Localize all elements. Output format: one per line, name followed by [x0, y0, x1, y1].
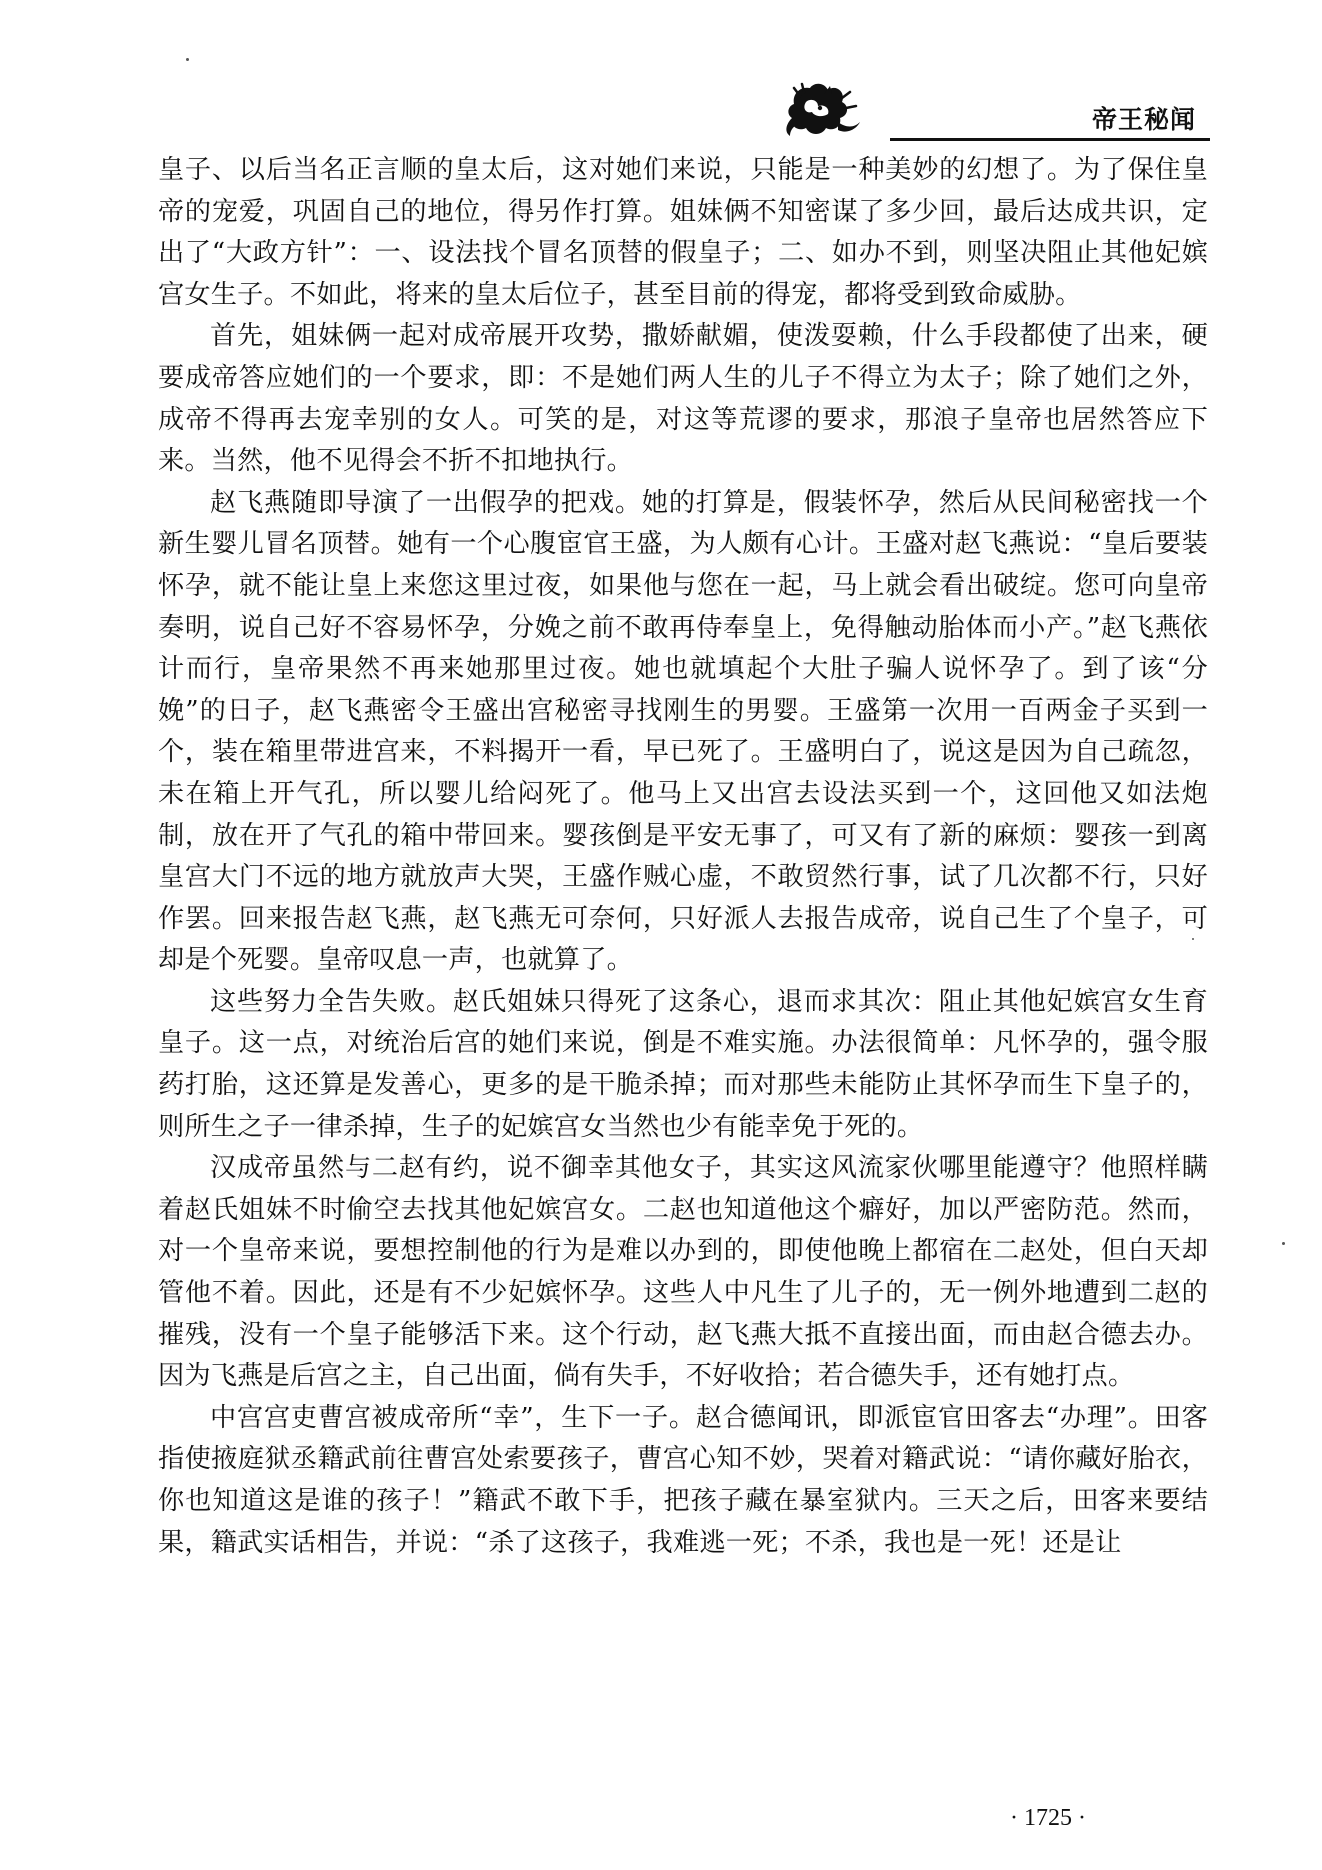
dragon-emblem-icon — [780, 78, 870, 142]
page-number: · 1725 · — [1010, 1805, 1086, 1831]
running-header — [780, 78, 1210, 142]
header-rule — [890, 138, 1210, 141]
paragraph: 这些努力全告失败。赵氏姐妹只得死了这条心，退而求其次：阻止其他妃嫔宫女生育皇子。这一点，对统治后宫的她们来说，倒是不难实施。办法很简单：凡怀孕的，强令服药打胎，这还算是发善心，更多的是干脆杀掉；而对那些未能防止其怀孕而生下皇子的，则所生之子一律杀掉，生子的妃嫔宫女当然也少有能幸免于死的。 — [158, 986, 1208, 1142]
paragraph: 中宫宫吏曹宫被成帝所“幸”，生下一子。赵合德闻讯，即派宦官田客去“办理”。田客指使掖庭狱丞籍武前往曹宫处索要孩子，曹宫心知不妙，哭着对籍武说：“请你藏好胎衣，你也知道这是谁的孩子！”籍武不敢下手，把孩子藏在暴室狱内。三天之后，田客来要结果，籍武实话相告，并说：“杀了这孩子，我难逃一死；不杀，我也是一死！还是让 — [158, 1402, 1208, 1558]
paragraph: 赵飞燕随即导演了一出假孕的把戏。她的打算是，假装怀孕，然后从民间秘密找一个新生婴儿冒名顶替。她有一个心腹宦官王盛，为人颇有心计。王盛对赵飞燕说：“皇后要装怀孕，就不能让皇上来您这里过夜，如果他与您在一起，马上就会看出破绽。您可向皇帝奏明，说自己好不容易怀孕，分娩之前不敢再侍奉皇上，免得触动胎体而小产。”赵飞燕依计而行，皇帝果然不再来她那里过夜。她也就填起个大肚子骗人说怀孕了。到了该“分娩”的日子，赵飞燕密令王盛出宫秘密寻找刚生的男婴。王盛第一次用一百两金子买到一个，装在箱里带进宫来，不料揭开一看，早已死了。王盛明白了，说这是因为自己疏忽，未在箱上开气孔，所以婴儿给闷死了。他马上又出宫去设法买到一个，这回他又如法炮制，放在开了气孔的箱中带回来。婴孩倒是平安无事了，可又有了新的麻烦：婴孩一到离皇宫大门不远的地方就放声大哭，王盛作贼心虚，不敢贸然行事，试了几次都不行，只好作罢。回来报告赵飞燕，赵飞燕无可奈何，只好派人去报告成帝，说自己生了个皇子，可却是个死婴。皇帝叹息一声，也就算了。 — [158, 487, 1208, 976]
scan-speck — [1282, 1242, 1285, 1245]
header-title: 帝王秘闻 — [1091, 105, 1196, 134]
paragraph: 汉成帝虽然与二赵有约，说不御幸其他女子，其实这风流家伙哪里能遵守？他照样瞒着赵氏姐妹不时偷空去找其他妃嫔宫女。二赵也知道他这个癖好，加以严密防范。然而，对一个皇帝来说，要想控制他的行为是难以办到的，即使他晚上都宿在二赵处，但白天却管他不着。因此，还是有不少妃嫔怀孕。这些人中凡生了儿子的，无一例外地遭到二赵的摧残，没有一个皇子能够活下来。这个行动，赵飞燕大抵不直接出面，而由赵合德去办。因为飞燕是后宫之主，自己出面，倘有失手，不好收拾；若合德失手，还有她打点。 — [158, 1153, 1208, 1392]
paragraph: 皇子、以后当名正言顺的皇太后，这对她们来说，只能是一种美妙的幻想了。为了保住皇帝的宠爱，巩固自己的地位，得另作打算。姐妹俩不知密谋了多少回，最后达成共识，定出了“大政方针”：一、设法找个冒名顶替的假皇子；二、如办不到，则坚决阻止其他妃嫔宫女生子。不如此，将来的皇太后位子，甚至目前的得宠，都将受到致命威胁。 — [158, 155, 1208, 310]
paragraph: 首先，姐妹俩一起对成帝展开攻势，撒娇献媚，使泼耍赖，什么手段都使了出来，硬要成帝答应她们的一个要求，即：不是她们两人生的儿子不得立为太子；除了她们之外，成帝不得再去宠幸别的女人。可笑的是，对这等荒谬的要求，那浪子皇帝也居然答应下来。当然，他不见得会不折不扣地执行。 — [158, 321, 1208, 477]
scan-speck — [1192, 938, 1194, 940]
body-text — [158, 150, 1208, 1564]
scan-speck — [186, 58, 189, 61]
